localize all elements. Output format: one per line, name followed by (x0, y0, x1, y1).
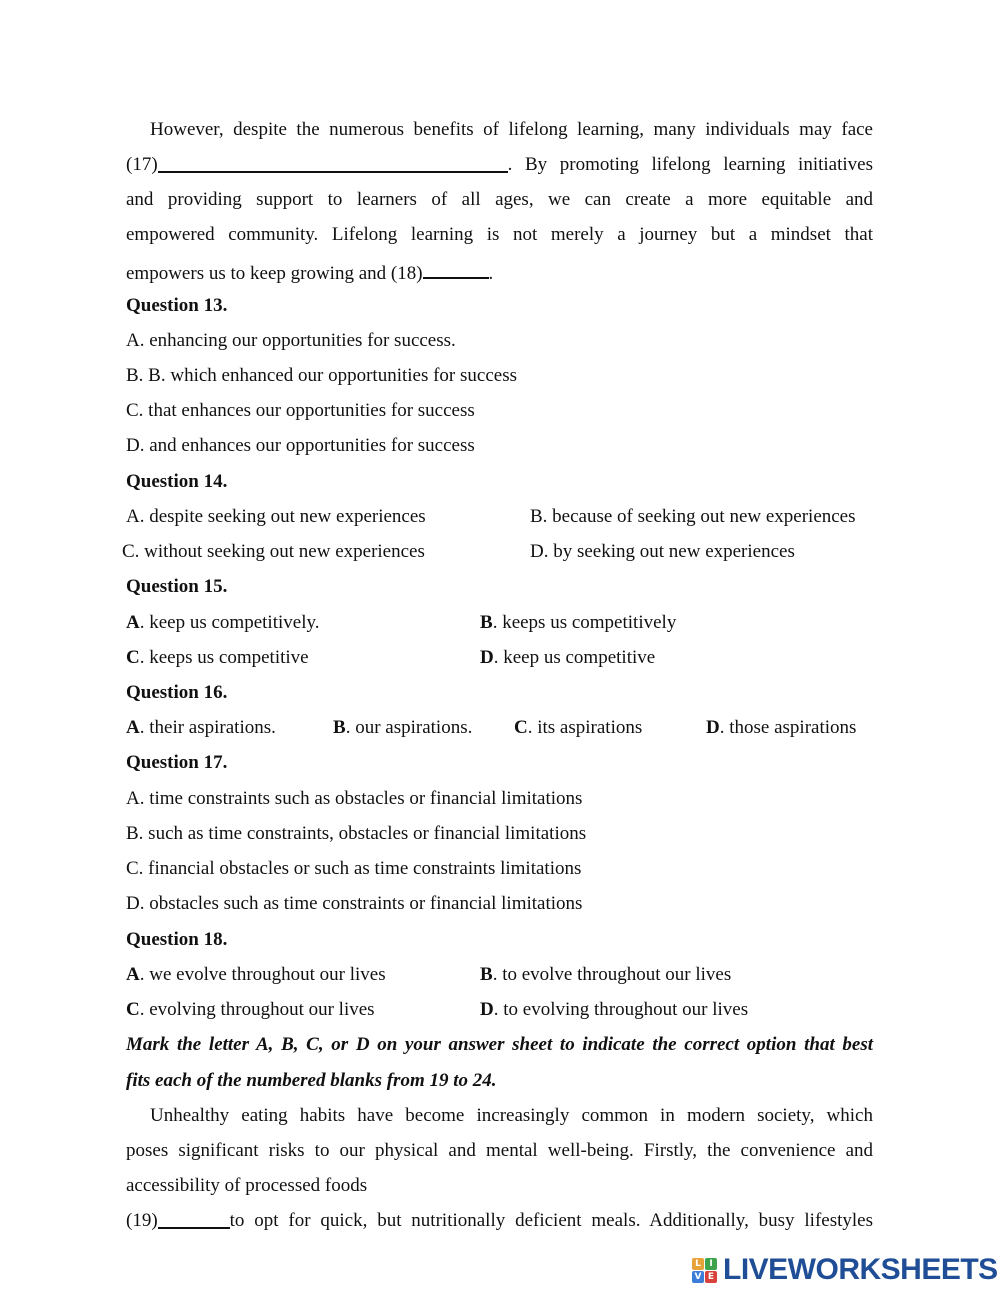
q17-option-c[interactable]: C. financial obstacles or such as time constraints limitations (126, 858, 582, 879)
q18-option-b-letter: B (480, 964, 493, 985)
q15-option-c-text: . keeps us competitive (139, 647, 309, 668)
q14-option-c[interactable]: C. without seeking out new experiences (122, 541, 425, 562)
q15-option-b-text: . keeps us competitively (492, 612, 677, 633)
question-16-title: Question 16. (126, 682, 228, 703)
q18-option-d[interactable] (480, 992, 748, 1027)
passage1-line-2 (126, 147, 873, 182)
q18-option-c-letter: C (126, 999, 140, 1020)
q18-option-a-text: . we evolve throughout our lives (139, 964, 386, 985)
q15-option-a-text: . keep us competitively. (139, 612, 320, 633)
question-18-title: Question 18. (126, 929, 228, 950)
passage1-line-5-text: empowers us to keep growing and (18) (126, 263, 423, 284)
q18-option-d-letter: D (480, 999, 494, 1020)
q16-option-d-letter: D (706, 717, 720, 738)
q14-option-b[interactable]: B. because of seeking out new experiences (530, 506, 856, 527)
blank-19-number: (19) (126, 1210, 158, 1231)
q15-option-b-letter: B (480, 612, 493, 633)
logo-tile-v: V (692, 1271, 704, 1283)
q16-option-a[interactable] (126, 710, 276, 745)
q13-option-a[interactable]: A. enhancing our opportunities for success. (126, 330, 456, 351)
q16-option-c-text: . its aspirations (527, 717, 643, 738)
q16-option-a-text: . their aspirations. (139, 717, 276, 738)
q15-option-a-letter: A (126, 612, 140, 633)
liveworksheets-logo[interactable] (692, 1252, 998, 1288)
q16-option-b-text: . our aspirations. (345, 717, 473, 738)
q16-option-b-letter: B (333, 717, 346, 738)
blank-19[interactable] (158, 1203, 230, 1229)
q15-option-c-letter: C (126, 647, 140, 668)
logo-tile-i: I (705, 1258, 717, 1270)
logo-tile-l: L (692, 1258, 704, 1270)
q18-option-a-letter: A (126, 964, 140, 985)
passage1-line-5 (126, 253, 873, 288)
logo-mark-icon (692, 1258, 717, 1283)
q16-option-d[interactable] (706, 710, 856, 745)
q13-option-c[interactable]: C. that enhances our opportunities for success (126, 400, 475, 421)
q16-option-d-text: . those aspirations (719, 717, 857, 738)
q16-option-a-letter: A (126, 717, 140, 738)
passage2-line-4 (126, 1203, 873, 1238)
q15-option-d[interactable] (480, 640, 655, 675)
q14-option-a[interactable]: A. despite seeking out new experiences (126, 506, 426, 527)
passage1-line-5-end: . (488, 263, 494, 284)
q15-option-b[interactable] (480, 605, 676, 640)
q18-option-c[interactable] (126, 992, 375, 1027)
q18-option-b-text: . to evolve throughout our lives (492, 964, 732, 985)
question-13-title: Question 13. (126, 295, 228, 316)
q15-option-c[interactable] (126, 640, 309, 675)
passage1-line-1: However, despite the numerous benefits of lifelong learning, many individuals may face (150, 119, 873, 140)
question-15-title: Question 15. (126, 576, 228, 597)
instruction-line-2: fits each of the numbered blanks from 19 to 24. (126, 1070, 497, 1091)
q18-option-c-text: . evolving throughout our lives (139, 999, 375, 1020)
q17-option-d[interactable]: D. obstacles such as time constraints or financial limitations (126, 893, 583, 914)
q16-option-c[interactable] (514, 710, 642, 745)
q13-option-d[interactable]: D. and enhances our opportunities for success (126, 435, 475, 456)
blank-17[interactable] (158, 147, 508, 173)
question-14-title: Question 14. (126, 471, 228, 492)
passage2-line-4-text: to opt for quick, but nutritionally deficient meals. Additionally, busy lifestyles (229, 1210, 873, 1231)
q15-option-d-letter: D (480, 647, 494, 668)
q15-option-a[interactable] (126, 605, 319, 640)
logo-text: LIVEWORKSHEETS (723, 1253, 998, 1286)
q13-option-b[interactable]: B. B. which enhanced our opportunities for success (126, 365, 517, 386)
q18-option-a[interactable] (126, 957, 386, 992)
q14-option-d[interactable]: D. by seeking out new experiences (530, 541, 795, 562)
q17-option-a[interactable]: A. time constraints such as obstacles or financial limitations (126, 788, 583, 809)
q18-option-d-text: . to evolving throughout our lives (493, 999, 749, 1020)
passage1-line-4: empowered community. Lifelong learning is not merely a journey but a mindset that (126, 224, 873, 245)
blank-17-number: (17) (126, 154, 158, 175)
instruction-line-1: Mark the letter A, B, C, or D on your answer sheet to indicate the correct option that best (126, 1034, 873, 1055)
q16-option-c-letter: C (514, 717, 528, 738)
q16-option-b[interactable] (333, 710, 472, 745)
passage2-line-3: accessibility of processed foods (126, 1175, 368, 1196)
q15-option-d-text: . keep us competitive (493, 647, 656, 668)
passage1-line-3: and providing support to learners of all ages, we can create a more equitable and (126, 189, 873, 210)
q17-option-b[interactable]: B. such as time constraints, obstacles or financial limitations (126, 823, 587, 844)
question-17-title: Question 17. (126, 752, 228, 773)
logo-tile-e: E (705, 1271, 717, 1283)
passage1-line-2-text: . By promoting lifelong learning initiatives (507, 154, 873, 175)
passage2-line-2: poses significant risks to our physical and mental well-being. Firstly, the convenience and (126, 1140, 873, 1161)
passage2-line-1: Unhealthy eating habits have become increasingly common in modern society, which (150, 1105, 873, 1126)
blank-18[interactable] (423, 253, 489, 279)
q18-option-b[interactable] (480, 957, 731, 992)
